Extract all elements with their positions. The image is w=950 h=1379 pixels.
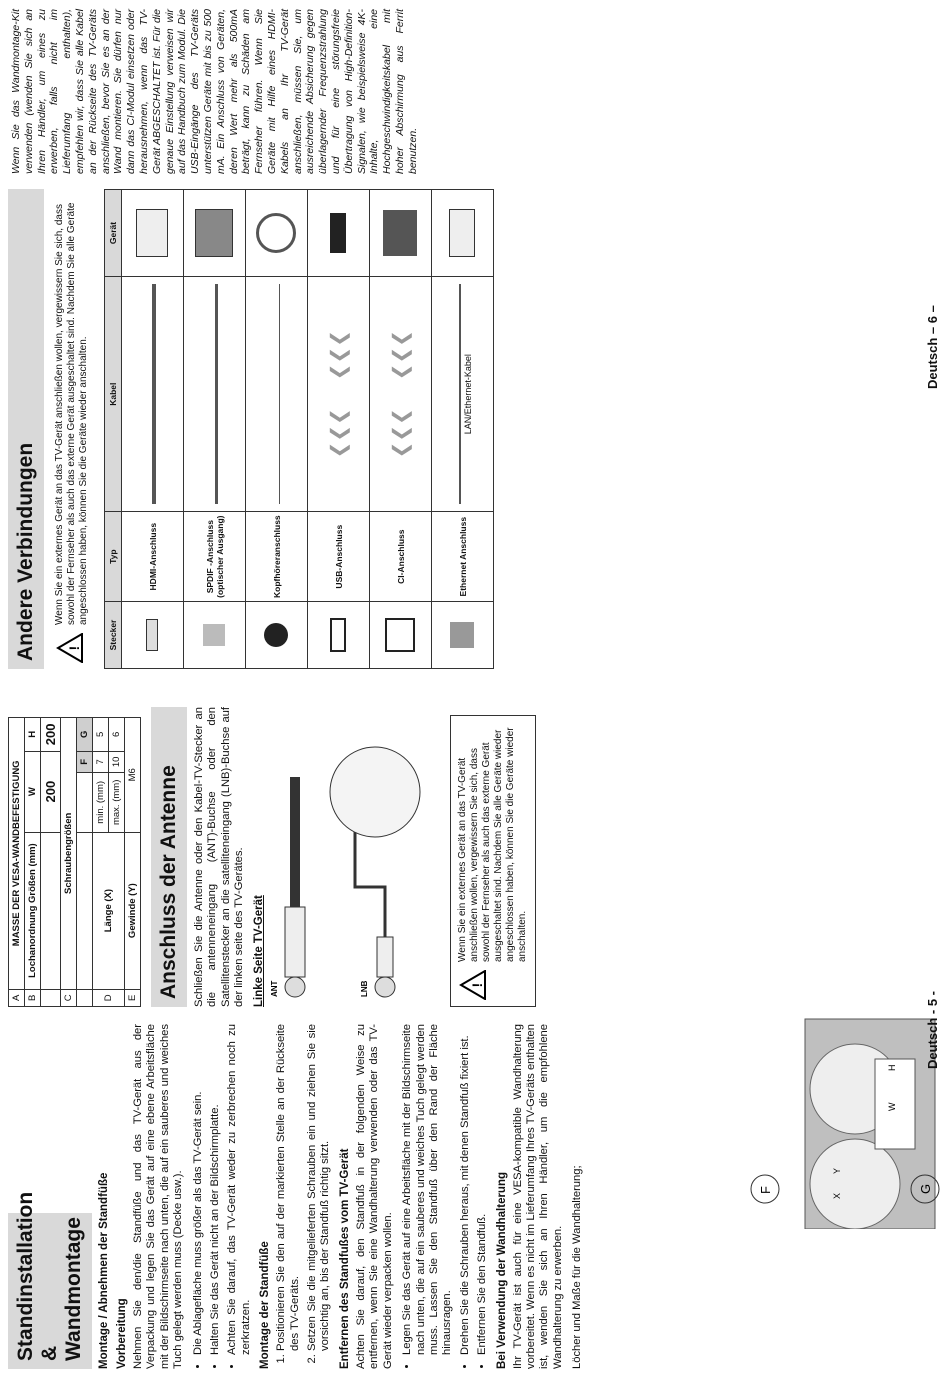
hdmi-cable-icon	[152, 284, 156, 504]
vesa-hole-label: Lochanordnung Größen (mm)	[25, 832, 41, 989]
antenna-subheading: Linke Seite TV-Gerät	[252, 895, 265, 1007]
vesa-w-value: 200	[41, 751, 61, 832]
vesa-thread-value: M6	[125, 718, 141, 833]
coax-plug-icon	[285, 907, 305, 977]
ci-slot-icon	[385, 618, 415, 652]
vesa-row-letter: D	[93, 989, 125, 1006]
vesa-length-label: Länge (X)	[93, 832, 125, 989]
lnb-socket-icon	[375, 977, 395, 997]
page-6	[0, 0, 950, 679]
col-kabel: Kabel	[105, 277, 122, 512]
warning-icon	[56, 633, 84, 663]
type-hdmi: HDMI-Anschluss	[122, 512, 184, 602]
table-row	[184, 190, 246, 669]
vesa-max-label: max. (mm)	[109, 773, 125, 833]
list-item: • Entfernen Sie den Standfuß.	[476, 1024, 489, 1355]
antenna-title: Anschluss der Antenne	[151, 707, 187, 1007]
table-row	[122, 190, 184, 669]
type-spdif: SPDIF -Anschluss (optischer Ausgang)	[184, 512, 246, 602]
col-geraet: Gerät	[105, 190, 122, 277]
table-row	[9, 718, 25, 1007]
usb-arrows-icon: ❮❮❮ ❮❮❮	[308, 277, 370, 512]
ant-socket-icon	[285, 977, 305, 997]
page6-warning	[48, 189, 96, 669]
hdmi-port-icon	[146, 619, 158, 651]
list-item: 2. Setzen Sie die mitgelieferten Schrauben ein und ziehen Sie sie vorsichtig an, bis der Standfuß richtig sitzt.	[306, 1024, 333, 1351]
fig-label-g: G	[918, 1183, 933, 1194]
fig-label-w: W	[887, 1102, 897, 1111]
list-item: • Achten Sie darauf, das TV-Gerät weder zu zerbrechen noch zu zerkratzen.	[226, 1024, 253, 1355]
warning-icon	[459, 970, 487, 1000]
ant-label: ANT	[269, 980, 279, 997]
table-row	[41, 718, 61, 1007]
table-row	[125, 718, 141, 1007]
antenna-diagram	[265, 717, 445, 1007]
vesa-min-label: min. (mm)	[93, 773, 109, 833]
antenna-warning-text: Wenn Sie ein externes Gerät an das TV-Gerät anschließen wollen, vergewissern Sie sich, dass sowohl der Fernseher als auch das externe Gerät ausgeschaltet sind. Nachdem Sie alle Geräte wieder angeschlossen haben, können Sie die Geräte wieder anschalten.	[456, 727, 528, 962]
table-row	[246, 190, 308, 669]
page5-title: Standinstallation & Wandmontage	[8, 1213, 92, 1369]
type-headphone: Kopfhöreranschluss	[246, 512, 308, 602]
headphone-port-icon	[264, 623, 288, 647]
vesa-w: W	[25, 751, 41, 832]
table-header-row	[105, 190, 122, 669]
remove-text: Achten Sie darauf, den Standfuß in der folgenden Weise zu entfernen, wenn Sie eine Wandhalterung verwenden oder das TV-Gerät wieder verpacken wollen.	[354, 1024, 394, 1369]
ci-arrows-icon: ❮❮❮ ❮❮❮	[370, 277, 432, 512]
spdif-port-icon	[203, 624, 225, 646]
page5-column-left	[8, 1024, 591, 1369]
prep-text: Nehmen Sie den/die Standfüße und das TV-Gerät aus der Verpackung und legen Sie das Gerät auf eine ebene Arbeitsfläche mit der Bildschirmseite nach unten, die auf ein sauberes und weiches Tuch gelegt werden muss (Decke usw.).	[132, 1024, 185, 1369]
stand-figure-svg	[745, 1009, 945, 1229]
vesa-header: MASSE DER VESA-WANDBEFESTIGUNG	[9, 718, 25, 990]
blu-ray-player-icon	[136, 209, 168, 257]
vesa-screw-label: Schraubengrößen	[61, 718, 77, 990]
list-item: • Legen Sie das Gerät auf eine Arbeitsfläche mit der Bildschirmseite nach unten, die auf ein sauberes und weiches Tuch gelegt werden muss. Lassen Sie den Standfuß über den Rand der Fläche hinausragen.	[401, 1024, 455, 1355]
page6-side-column	[10, 9, 426, 174]
vesa-f: F	[77, 751, 93, 772]
usb-stick-icon	[330, 213, 346, 253]
fig-label-y: Y	[832, 1167, 842, 1174]
optical-cable-icon	[215, 284, 218, 504]
antenna-text: Schließen Sie die Antenne oder den Kabel-TV-Stecker an die antenneneingang (ANT)-Buchse oder den Satellitenstecker an die satelliteneingang (LNB)-Buchse auf der linken seite des TV-Gerätes.	[193, 707, 246, 1007]
vesa-max-f: 10	[109, 751, 125, 772]
vesa-row-letter: E	[125, 989, 141, 1006]
vesa-row-letter: A	[9, 989, 25, 1006]
vesa-max-g: 6	[109, 718, 125, 752]
audio-receiver-icon	[195, 209, 233, 257]
stand-subheading: Montage / Abnehmen der Standfüße	[98, 1172, 110, 1369]
page6-main	[8, 189, 494, 669]
page5-column-right	[8, 707, 536, 1007]
stand-diagram	[745, 1009, 945, 1229]
f-plug-icon	[377, 937, 393, 977]
page6-warning-text: Wenn Sie ein externes Gerät an das TV-Gerät anschließen wollen, vergewissern Sie sich, dass sowohl der Fernseher als auch das externe Gerät ausgeschaltet sind. Nachdem Sie alle Geräte angeschlossen haben, können Sie die Geräte wieder anschalten.	[54, 202, 89, 625]
remove-heading: Entfernen des Standfußes vom TV-Gerät	[338, 1148, 351, 1369]
table-row	[61, 718, 77, 1007]
satellite-dish-icon	[330, 747, 420, 837]
table-row	[432, 190, 494, 669]
fig-label-h: H	[887, 1064, 897, 1071]
mount-steps	[275, 1024, 333, 1369]
page-5	[0, 700, 950, 1379]
lan-cable-icon	[459, 284, 461, 504]
usb-port-icon	[330, 618, 346, 652]
vesa-row-letter: C	[61, 989, 77, 1006]
col-typ: Typ	[105, 512, 122, 602]
vesa-thread-label: Gewinde (Y)	[125, 832, 141, 989]
ethernet-port-icon	[450, 622, 474, 648]
prep-bullets	[192, 1024, 254, 1369]
table-row	[370, 190, 432, 669]
list-item: • Die Ablagefläche muss größer als das TV-Gerät sein.	[192, 1024, 205, 1355]
page5-footer: Deutsch - 5 -	[925, 990, 940, 1069]
remove-bullets	[401, 1024, 489, 1369]
vesa-table	[8, 717, 141, 1007]
list-item: • Halten Sie das Gerät nicht an der Bildschirmplatte.	[209, 1024, 222, 1355]
fig-label-f: F	[758, 1186, 773, 1194]
page6-footer: Deutsch – 6 –	[925, 305, 940, 389]
table-row	[93, 718, 109, 1007]
table-row	[25, 718, 41, 1007]
vesa-row-letter: B	[25, 989, 41, 1006]
table-row	[308, 190, 370, 669]
vesa-h: H	[25, 718, 41, 752]
antenna-warning	[450, 715, 536, 1007]
type-ethernet: Ethernet Anschluss	[432, 512, 494, 602]
cam-module-icon	[383, 210, 417, 256]
svg-text:!: !	[66, 645, 82, 651]
page6-side-note: Wenn Sie das Wandmontage-Kit verwenden (wenden Sie sich an Ihren Händler, um eines zu erwerben, falls nicht im Lieferumfang enthalten), empfehlen wir, dass Sie alle Kabel an der Rückseite des TV-Geräts anschließen, bevor Sie es an der Wand montieren. Sie dürfen nur dann das CI-Modul einsetzen oder herausnehmen, wenn das TV-Gerät ABGESCHALTET ist. Für die genaue Einstellung verweisen wir auf das Handbuch zum Modul. Die USB-Eingänge des TV-Geräts unterstützen Geräte mit bis zu 500 mA. Ein Anschluss von Geräten, deren Wert mehr als 500mA beträgt, kann zu Schäden am Fernseher führen. Wenn Sie Geräte mit Hilfe eines HDMI-Kabels an Ihr TV-Gerät anschließen, müssen Sie, um ausreichende Absicherung gegen überlagernder Frequenzstrahlung und für eine störungsfreie Übertragung von High-Definition-Signalen, wie beispielsweise 4K-Inhalte, eine Hochgeschwindigkeitskabel mit hoher Abschirmung aus Ferrit benutzen.	[10, 9, 419, 174]
headphones-icon	[256, 213, 296, 253]
router-icon	[449, 209, 475, 257]
prep-heading: Vorbereitung	[116, 1298, 128, 1369]
connections-table	[104, 189, 494, 669]
type-ci: CI-Anschluss	[370, 512, 432, 602]
vesa-g: G	[77, 718, 93, 752]
list-item: • Drehen Sie die Schrauben heraus, mit denen Standfuß fixiert ist.	[459, 1024, 472, 1355]
vesa-h-value: 200	[41, 718, 61, 752]
table-row	[77, 718, 93, 1007]
wall-text-2: Löcher und Maße für die Wandhalterung;	[571, 1165, 584, 1369]
fig-label-x: X	[832, 1192, 842, 1199]
lnb-label: LNB	[359, 980, 369, 997]
headphone-cable-icon	[279, 284, 280, 504]
wall-text: Ihr TV-Gerät ist auch für eine VESA-kompatible Wandhalterung vorbereitet. Wenn es nicht im Lieferumfang Ihres TV-Geräts enthalten ist, wenden Sie sich an Ihren Händler, um die empfohlene Wandhalterung zu erwerben.	[511, 1024, 564, 1369]
vesa-min-g: 5	[93, 718, 109, 752]
page6-title: Andere Verbindungen	[8, 189, 44, 669]
type-usb: USB-Anschluss	[308, 512, 370, 602]
svg-text:!: !	[468, 982, 485, 988]
satellite-cable	[355, 827, 385, 937]
list-item: 1. Positionieren Sie den auf der markierten Stelle an der Rückseite des TV-Geräts.	[275, 1024, 302, 1351]
col-stecker: Stecker	[105, 602, 122, 669]
lan-label: LAN/Ethernet-Kabel	[462, 354, 473, 435]
vesa-min-f: 7	[93, 751, 109, 772]
mount-heading: Montage der Standfüße	[259, 1241, 272, 1369]
wall-heading: Bei Verwendung der Wandhalterung	[495, 1171, 508, 1369]
